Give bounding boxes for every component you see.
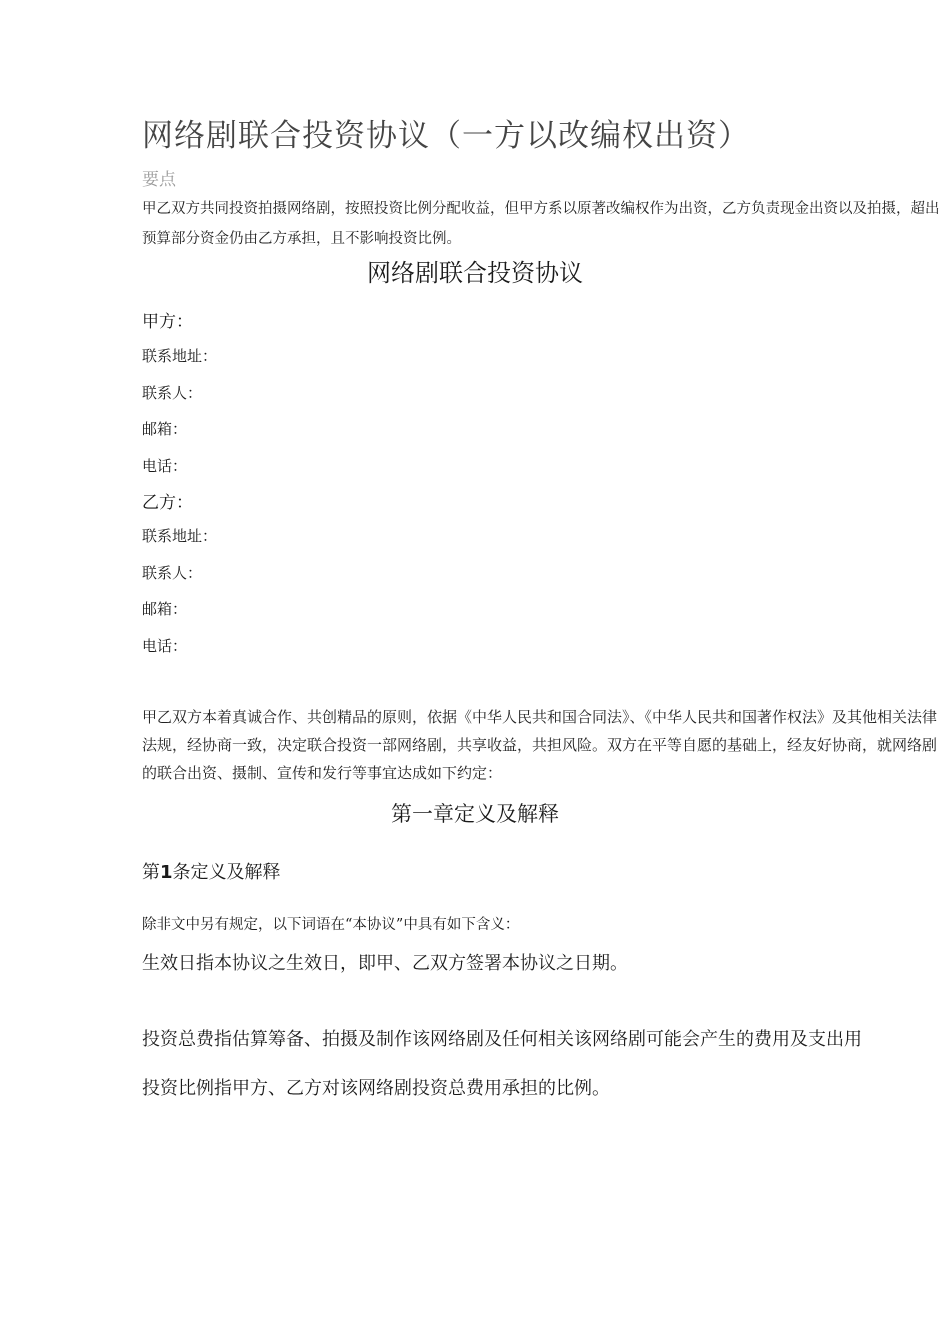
party-a-address-label: 联系地址： <box>142 347 218 365</box>
party-b-address-label: 联系地址： <box>142 527 218 545</box>
definition-total-investment: 投资总费指估算筹备、拍摄及制作该网络剧及任何相关该网络剧可能会产生的费用及支出用 <box>142 1029 862 1050</box>
article-suffix: 条定义及解释 <box>172 862 281 883</box>
party-a-contact-label: 联系人： <box>142 384 203 402</box>
definition-investment-ratio: 投资比例指甲方、乙方对该网络剧投资总费用承担的比例。 <box>142 1078 610 1099</box>
intro-paragraph: 甲乙双方本着真诚合作、共创精品的原则，依据《中华人民共和国合同法》、《中华人民共和国著作权法》及其他相关法律法规，经协商一致，决定联合投资一部网络剧，共享收益，共担风险。双方在平等自愿的基础上，经友好协商，就网络剧的联合出资、摄制、宣传和发行等事宜达成如下约定： <box>142 708 938 782</box>
chapter-title: 第一章定义及解释 <box>391 802 559 826</box>
party-a-phone-label: 电话： <box>142 457 188 475</box>
article-number: 1 <box>160 862 173 883</box>
summary-paragraph: 甲乙双方共同投资拍摄网络剧，按照投资比例分配收益，但甲方系以原著改编权作为出资，乙方负责现金出资以及拍摄，超出预算部分资金仍由乙方承担，且不影响投资比例。 <box>142 201 940 247</box>
party-a-label: 甲方： <box>142 312 193 332</box>
party-a-email-label: 邮箱： <box>142 420 188 438</box>
definitions-intro: 除非文中另有规定，以下词语在“本协议”中具有如下含义： <box>142 917 520 933</box>
party-b-contact-label: 联系人： <box>142 564 203 582</box>
definition-effective-date: 生效日指本协议之生效日，即甲、乙双方签署本协议之日期。 <box>142 953 628 974</box>
article-heading <box>142 858 281 884</box>
party-b-phone-label: 电话： <box>142 637 188 655</box>
key-points-label: 要点 <box>142 170 176 190</box>
document-title: 网络剧联合投资协议（一方以改编权出资） <box>142 118 750 154</box>
article-prefix: 第 <box>142 862 160 883</box>
agreement-title: 网络剧联合投资协议 <box>367 259 583 287</box>
party-b-email-label: 邮箱： <box>142 600 188 618</box>
party-b-label: 乙方： <box>142 493 193 513</box>
